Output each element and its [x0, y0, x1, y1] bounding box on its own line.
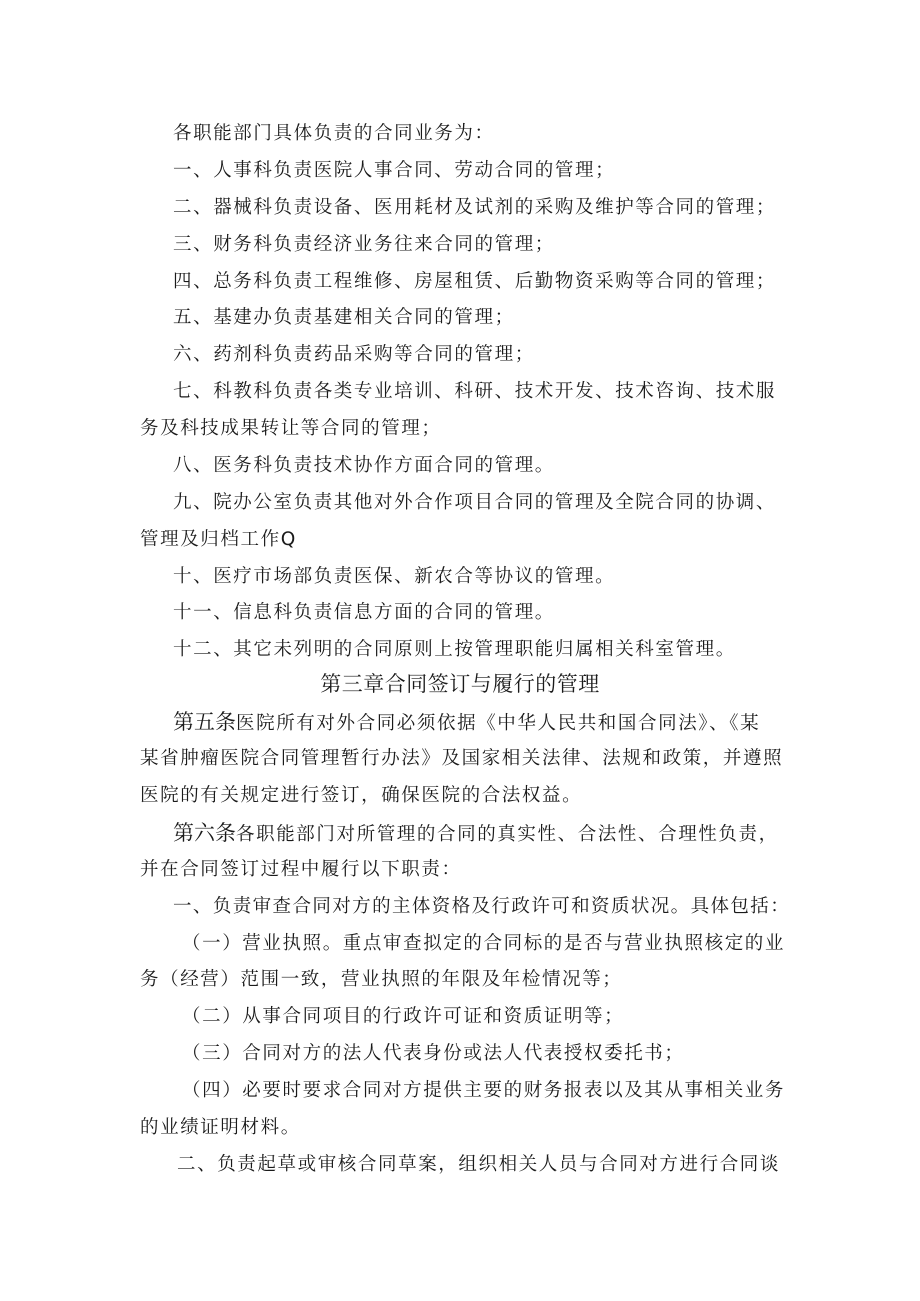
item-11-information: 十一、信息科负责信息方面的合同的管理。 [173, 602, 555, 623]
article-5-text: 医院所有对外合同必须依据《中华人民共和国合同法》、《某 [236, 713, 761, 734]
article-5-line-2: 某省肿瘤医院合同管理暂行办法》及国家相关法律、法规和政策，并遵照 [140, 748, 784, 769]
item-6-pharmacy: 六、药剂科负责药品采购等合同的管理； [173, 344, 535, 365]
item-9-office-cont: 管理及归档工作Q [140, 529, 297, 550]
duty-1-sub-2: （二）从事合同项目的行政许可证和资质证明等； [182, 1006, 625, 1027]
item-3-finance: 三、财务科负责经济业务往来合同的管理； [173, 234, 555, 255]
item-7-education-cont: 务及科技成果转让等合同的管理； [140, 418, 442, 439]
duty-1: 一、负责审查合同对方的主体资格及行政许可和资质状况。具体包括： [173, 896, 791, 917]
article-6-text: 各职能部门对所管理的合同的真实性、合法性、合理性负责， [236, 824, 779, 845]
item-5-construction: 五、基建办负责基建相关合同的管理； [173, 307, 515, 328]
item-12-other: 十二、其它未列明的合同原则上按管理职能归属相关科室管理。 [173, 639, 736, 660]
duty-2: 二、负责起草或审核合同草案，组织相关人员与合同对方进行合同谈 [177, 1154, 781, 1175]
chapter-title: 第三章合同签订与履行的管理 [320, 672, 600, 696]
article-5-lead: 第五条 [173, 710, 236, 734]
duty-1-sub-1: （一）营业执照。重点审查拟定的合同标的是否与营业执照核定的业 [182, 933, 786, 954]
duty-1-sub-4: （四）必要时要求合同对方提供主要的财务报表以及其从事相关业务 [182, 1080, 786, 1101]
article-6-line-1 [173, 820, 779, 848]
duty-1-sub-1-cont: 务（经营）范围一致，营业执照的年限及年检情况等； [140, 969, 623, 990]
item-4-general-affairs: 四、总务科负责工程维修、房屋租赁、后勤物资采购等合同的管理； [173, 271, 777, 292]
item-9-office: 九、院办公室负责其他对外合作项目合同的管理及全院合同的协调、 [173, 492, 777, 513]
item-2-equipment: 二、器械科负责设备、医用耗材及试剂的采购及维护等合同的管理； [173, 197, 777, 218]
article-5-line-3: 医院的有关规定进行签订，确保医院的合法权益。 [140, 785, 583, 806]
article-5-line-1 [173, 709, 760, 737]
item-7-education: 七、科教科负责各类专业培训、科研、技术开发、技术咨询、技术服 [173, 381, 777, 402]
item-10-market: 十、医疗市场部负责医保、新农合等协议的管理。 [173, 566, 616, 587]
dept-responsibilities-intro: 各职能部门具体负责的合同业务为： [173, 123, 495, 144]
duty-1-sub-3: （三）合同对方的法人代表身份或法人代表授权委托书； [182, 1043, 685, 1064]
item-1-personnel: 一、人事科负责医院人事合同、劳动合同的管理； [173, 160, 616, 181]
article-6-line-2: 并在合同签订过程中履行以下职责： [140, 859, 462, 880]
duty-1-sub-4-cont: 的业绩证明材料。 [140, 1117, 301, 1138]
article-6-lead: 第六条 [173, 821, 236, 845]
item-8-medical-affairs: 八、医务科负责技术协作方面合同的管理。 [173, 455, 555, 476]
